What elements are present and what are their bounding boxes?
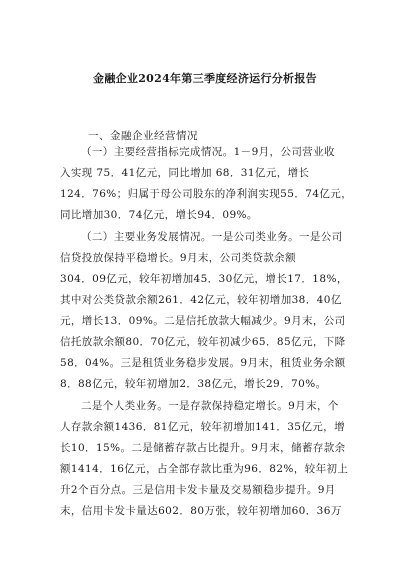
paragraph-line: 304．09亿元，较年初增加45．30亿元，增长17．18%， <box>60 273 348 285</box>
paragraph-line: 升2个百分点。三是信用卡发卡量及交易额稳步提升。9月 <box>60 484 336 496</box>
paragraph-line: 二是个人类业务。一是存款保持稳定增长。9月末，个 <box>81 400 339 412</box>
paragraph-line: 末，信用卡发卡量达602．80万张，较年初增加60．36万 <box>60 505 342 517</box>
paragraph-operating-indicators <box>60 142 358 226</box>
paragraph-line: （一）主要经营指标完成情况。1－9月，公司营业收 <box>81 146 335 158</box>
paragraph-line: 长10．15%。二是储蓄存款占比提升。9月末，储蓄存款余 <box>60 442 346 454</box>
paragraph-line: 同比增加30．74亿元，增长94．09%。 <box>60 209 258 221</box>
paragraph-line: 入实现 75．41亿元，同比增加 68．31亿元，增长 <box>60 167 310 179</box>
paragraph-business-development <box>60 227 358 395</box>
paragraph-line: 其中对公类贷款余额261．42亿元，较年初增加38．40亿 <box>60 294 342 306</box>
paragraph-line: 人存款余额1436．81亿元，较年初增加141．35亿元，增 <box>60 421 345 433</box>
paragraph-line: 8．88亿元，较年初增加2．38亿元，增长29．70%。 <box>60 378 327 390</box>
paragraph-line: 信贷投放保持平稳增长。9月末，公司类贷款余额 <box>60 252 296 264</box>
paragraph-line: （二）主要业务发展情况。一是公司类业务。一是公司 <box>81 231 343 243</box>
document-title: 金融企业2024年第三季度经济运行分析报告 <box>93 72 317 85</box>
paragraph-line: 58．04%。三是租赁业务稳步发展。9月末，租赁业务余额 <box>60 357 346 369</box>
paragraph-line: 元，增长13．09%。二是信托放款大幅减少。9月末，公司 <box>60 315 346 327</box>
paragraph-line: 124．76%；归属于母公司股东的净利润实现55．74亿元， <box>60 188 353 200</box>
paragraph-line: 额1414．16亿元，占全部存款比重为96．82%，较年初上 <box>60 463 349 475</box>
section-heading: 一、金融企业经营情况 <box>88 130 198 142</box>
paragraph-personal-business <box>60 396 358 522</box>
paragraph-line: 信托放款余额80．70亿元，较年初减少65．85亿元，下降 <box>60 336 346 348</box>
